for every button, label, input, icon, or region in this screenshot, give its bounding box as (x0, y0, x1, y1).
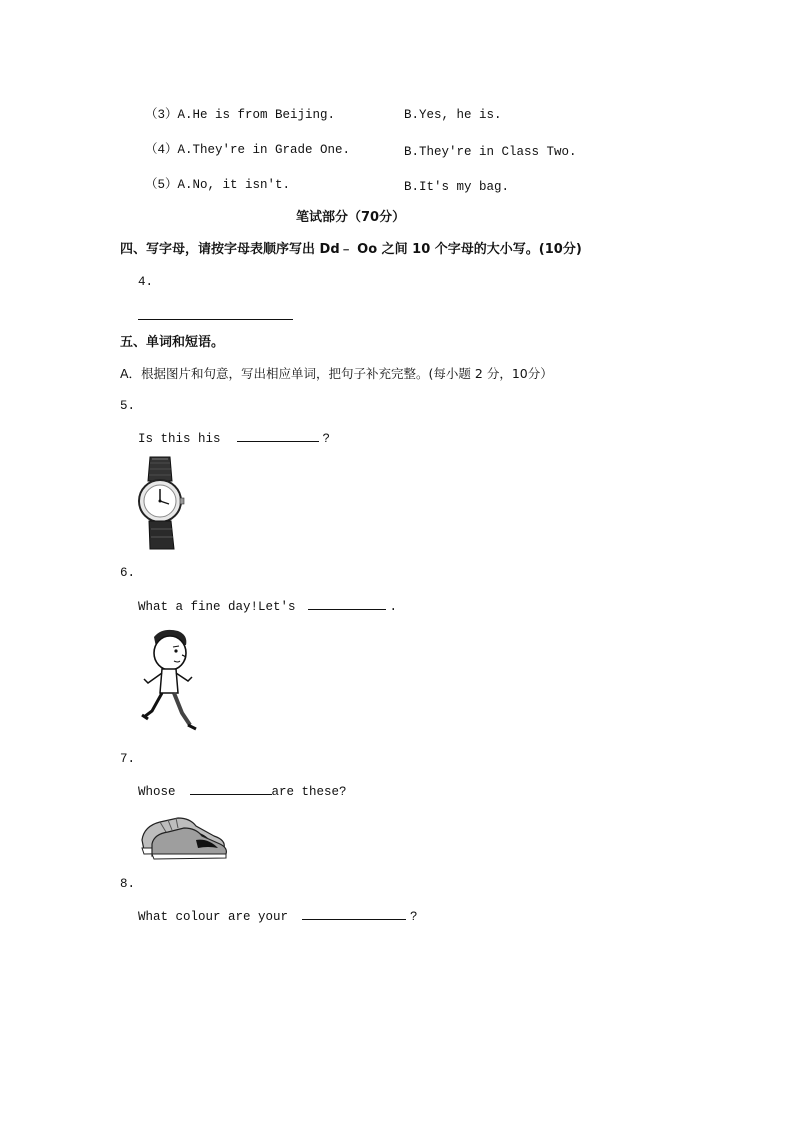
q5-text-after: ? (322, 432, 331, 446)
q8-answer-blank[interactable] (302, 907, 406, 920)
written-section-title: 笔试部分（70分） (296, 210, 406, 225)
q7-question-number: 7. (120, 752, 136, 766)
q4-number: （4） (145, 143, 178, 157)
q6-text-before: What a fine day!Let's (138, 600, 296, 614)
q6-answer-blank[interactable] (308, 597, 386, 610)
q6-text-after: . (389, 600, 398, 614)
q5-answer-blank[interactable] (237, 429, 319, 442)
q5-option-a-text: A.No, it isn't. (177, 178, 291, 192)
q8-text-after: ? (410, 910, 418, 924)
section4-question-number: 4. (138, 275, 154, 289)
sneakers-image (138, 806, 230, 860)
q7-sentence (138, 782, 347, 800)
section4-heading: 四、写字母，请按字母表顺序写出 Dd﹣ Oo 之间 10 个字母的大小写。(10分) (120, 242, 582, 257)
q3-option-a (145, 107, 335, 123)
q4-option-b: B.They're in Class Two. (404, 145, 577, 159)
running-boy-image (138, 625, 198, 735)
q6-sentence (138, 597, 397, 615)
wristwatch-image (138, 455, 188, 551)
q3-option-a-text: A.He is from Beijing. (177, 108, 336, 122)
q5-number: （5） (145, 178, 178, 192)
q5-question-number: 5. (120, 399, 136, 413)
q7-text-after: are these? (271, 785, 347, 799)
section5-sub-a-instructions: A．根据图片和句意，写出相应单词，把句子补充完整。(每小题 2 分，10分） (120, 366, 553, 381)
q5-option-a (145, 177, 290, 193)
q8-sentence (138, 907, 418, 925)
q8-question-number: 8. (120, 877, 136, 891)
q7-text-before: Whose (138, 785, 176, 799)
section4-answer-line[interactable] (138, 319, 293, 320)
section5-heading: 五、单词和短语。 (120, 335, 225, 350)
q5-text-before: Is this his (138, 432, 221, 446)
q3-option-b: B.Yes, he is. (404, 108, 502, 122)
q4-option-a-text: A.They're in Grade One. (177, 143, 351, 157)
q5-sentence (138, 429, 330, 447)
q3-number: （3） (145, 108, 178, 122)
q6-question-number: 6. (120, 566, 136, 580)
q5-option-b: B.It's my bag. (404, 180, 510, 194)
q7-answer-blank[interactable] (190, 782, 272, 795)
q4-option-a (145, 142, 350, 158)
q8-text-before: What colour are your (138, 910, 289, 924)
